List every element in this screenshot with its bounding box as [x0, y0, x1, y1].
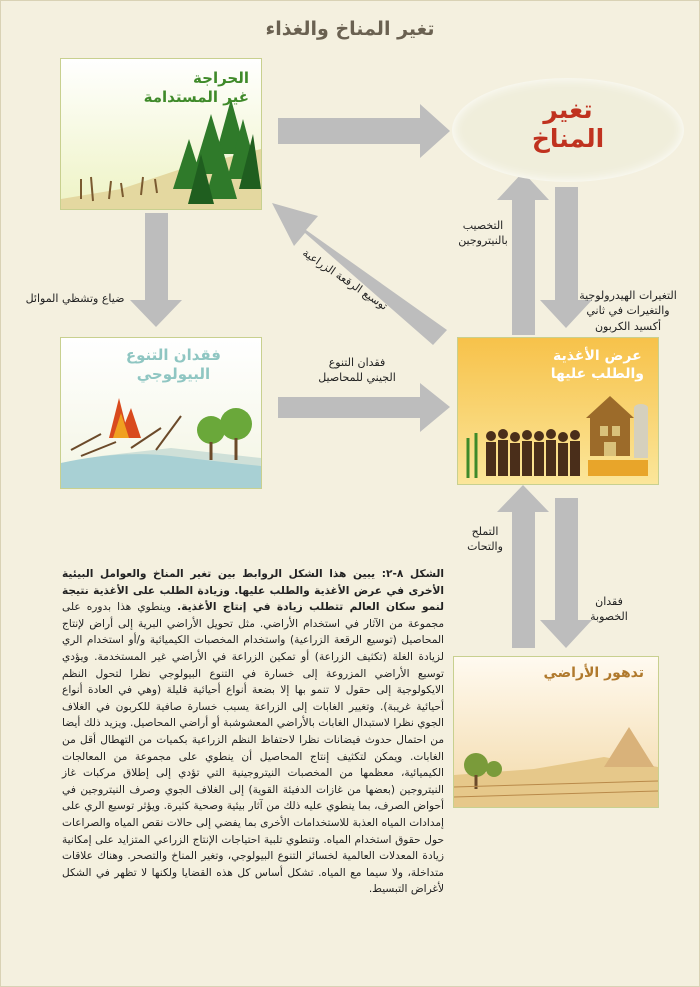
climate-label: تغير المناخ	[531, 95, 605, 153]
panel-biodiversity-loss	[60, 337, 262, 489]
arrow-food-to-land	[540, 498, 592, 648]
arrow-food-to-climate	[497, 172, 549, 335]
label-nitrogen-fertilization: التخصيب بالنيتروجين	[458, 219, 508, 248]
label-habitat-loss: ضياع وتشظي الموائل	[25, 292, 125, 305]
forestry-label: الحراجة غير المستدامة	[143, 69, 249, 106]
panel-food-supply-demand	[457, 337, 659, 485]
food-label: عرض الأغذية والطلب عليها	[550, 348, 644, 382]
arrow-expansion	[272, 203, 447, 345]
panel-unsustainable-forestry	[60, 58, 262, 210]
figure-caption	[62, 566, 444, 978]
panel-land-degradation	[453, 656, 659, 808]
label-agricultural-expansion: توسيع الرقعة الزراعية	[300, 246, 391, 313]
diagram-title: تغير المناخ والغذاء	[265, 18, 435, 40]
node-climate-change	[452, 78, 684, 182]
label-fertility-loss: فقدان الخصوبة	[590, 595, 628, 624]
caption-lead: الشكل ٨-٢: يبين هذا الشكل الروابط بين تغير المناخ والعوامل البيئية الأخرى في عرض الأغذية والطلب عليها. وزيادة الطلب على الأغذية نتيجة لنمو سكان العالم تتطلب زيادة في إنتاج الأغذية.	[62, 568, 445, 614]
arrow-genetic-loss	[278, 383, 450, 432]
arrow-land-to-food	[497, 485, 549, 648]
label-hydrological-co2-changes: التغيرات الهيدرولوجية والتغيرات في ثاني أكسيد الكربون	[579, 289, 677, 333]
biodiversity-label: فقدان التنوع البيولوجي	[125, 346, 221, 383]
caption-body: وينطوي هذا بدوره على مجموعة من الآثار في استخدام الأراضي. مثل تحويل الأراضي البرية إلى أراض لإنتاج المحاصيل (توسيع الرقعة الزراعية) واستخدام المخصبات الكيميائية و/أو استخدام الري لزيادة الغلة (تكثيف الزراعة) أو تمكين الزراعة في الأراضي غير المستخدمة. ويؤدي توسيع الأراضي المزروعة إلى خسارة في التنوع البيولوجي نظرا لتحول النظم الايكولوجية إلى حقول لا تنمو بها إلا بضعة أنواع أحيائية قليلة (وهي في العادة أنواع أحيائية غريبة). وتغيير الغابات إلى الزراعة يسبب خسارة صافية للكربون في الغلاف الجوي نظرا لاستبدال الغابات بالأراضي المعشوشبة أو أراضي المحاصيل. ويزيد ذلك أيضا من احتمال حدوث فيضانات نظرا لاحتفاظ النظم الزراعية بكميات من التهطال أقل من الغابات. ويمكن لتكثيف إنتاج المحاصيل أن ينطوي على مجموعة من المعالجات الكيميائية، معظمها من المخصبات النيتروجينية التي تؤدي إلى إطلاق مركبات غاز النيتروجين (بعضها من غازات الدفيئة القوية) إلى الغلاف الجوي وصرف النيتروجين في أحواض الصرف، بما ينطوي عليه ذلك من آثار بيئية وصحية كثيرة. ويؤثر توسيع الري على إمدادات المياه العذبة للاستخدامات الأخرى بما يفضي إلى حالات نقص المياه والصراعات حول حقوق استخدام المياه. وتنطوي تلبية احتياجات الإنتاج الزراعي المتزايد على إمكانية زيادة المعدلات العالمية لخسائر التنوع البيولوجي، وتغير المناخ والتصحر. وهناك علاقات متداخلة، ولا سيما مع المياه. تشكل أساس كل هذه القضايا ولكنها لا تظهر في الشكل لأغراض التبسيط.	[62, 601, 444, 896]
arrow-forestry-to-biodiversity	[130, 213, 182, 327]
arrow-forestry-to-climate	[278, 104, 450, 158]
label-salinity-erosion: التملح والتحات	[467, 525, 503, 554]
label-crop-genetic-loss: فقدان التنوع الجيني للمحاصيل	[318, 356, 396, 385]
land-label: تدهور الأراضي	[543, 665, 644, 681]
